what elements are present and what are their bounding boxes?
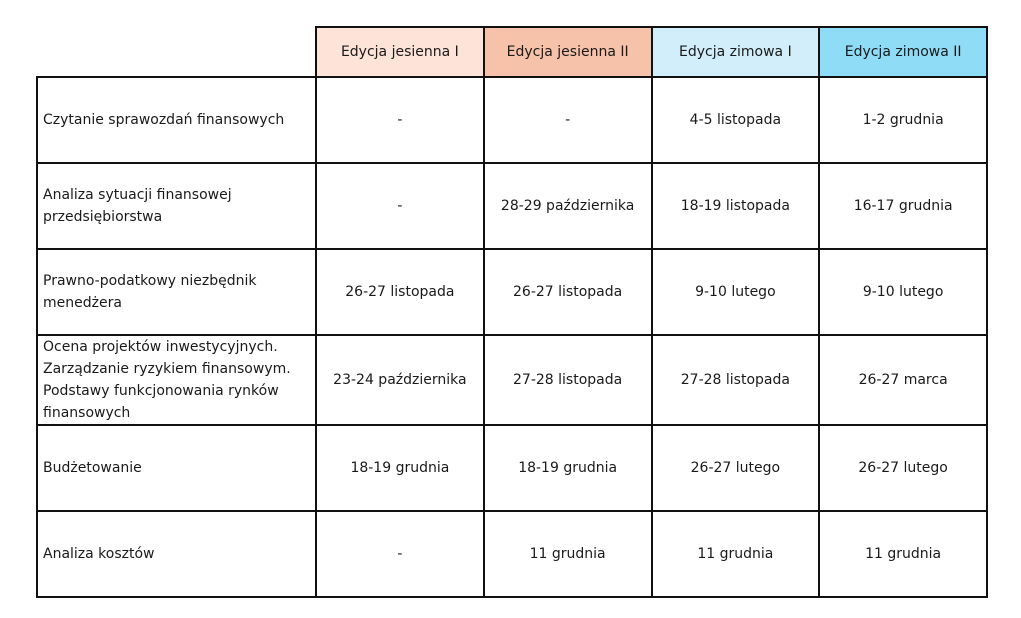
course-date: - — [316, 77, 484, 163]
course-date: 11 grudnia — [484, 511, 652, 597]
course-date: 27-28 listopada — [652, 335, 820, 425]
header-edition-autumn-1: Edycja jesienna I — [316, 27, 484, 77]
course-name: Prawno-podatkowy niezbędnik menedżera — [37, 249, 316, 335]
course-date: 18-19 grudnia — [484, 425, 652, 511]
course-date: - — [316, 163, 484, 249]
course-name: Czytanie sprawozdań finansowych — [37, 77, 316, 163]
course-date: 1-2 grudnia — [819, 77, 987, 163]
course-name: Budżetowanie — [37, 425, 316, 511]
table-row — [37, 425, 987, 511]
header-row — [37, 27, 987, 77]
course-date: 28-29 października — [484, 163, 652, 249]
course-date: 18-19 grudnia — [316, 425, 484, 511]
course-date: 18-19 listopada — [652, 163, 820, 249]
course-date: 16-17 grudnia — [819, 163, 987, 249]
header-edition-autumn-2: Edycja jesienna II — [484, 27, 652, 77]
course-date: 4-5 listopada — [652, 77, 820, 163]
course-date: 9-10 lutego — [819, 249, 987, 335]
table-row — [37, 335, 987, 425]
course-name: Analiza sytuacji finansowej przedsiębiorstwa — [37, 163, 316, 249]
course-date: 26-27 lutego — [652, 425, 820, 511]
course-date: - — [484, 77, 652, 163]
course-date: 26-27 listopada — [316, 249, 484, 335]
course-date: 11 grudnia — [819, 511, 987, 597]
table-row — [37, 511, 987, 597]
course-date: 11 grudnia — [652, 511, 820, 597]
course-date: 26-27 marca — [819, 335, 987, 425]
course-date: 27-28 listopada — [484, 335, 652, 425]
course-name: Analiza kosztów — [37, 511, 316, 597]
header-edition-winter-1: Edycja zimowa I — [652, 27, 820, 77]
header-edition-winter-2: Edycja zimowa II — [819, 27, 987, 77]
corner-cell — [37, 27, 316, 77]
course-date: 26-27 lutego — [819, 425, 987, 511]
course-date: 23-24 października — [316, 335, 484, 425]
course-date: 26-27 listopada — [484, 249, 652, 335]
course-name: Ocena projektów inwestycyjnych. Zarządzanie ryzykiem finansowym. Podstawy funkcjonowania rynków finansowych — [37, 335, 316, 425]
course-schedule-table — [36, 26, 988, 598]
table-row — [37, 249, 987, 335]
course-date: - — [316, 511, 484, 597]
table-row — [37, 77, 987, 163]
table-row — [37, 163, 987, 249]
course-date: 9-10 lutego — [652, 249, 820, 335]
